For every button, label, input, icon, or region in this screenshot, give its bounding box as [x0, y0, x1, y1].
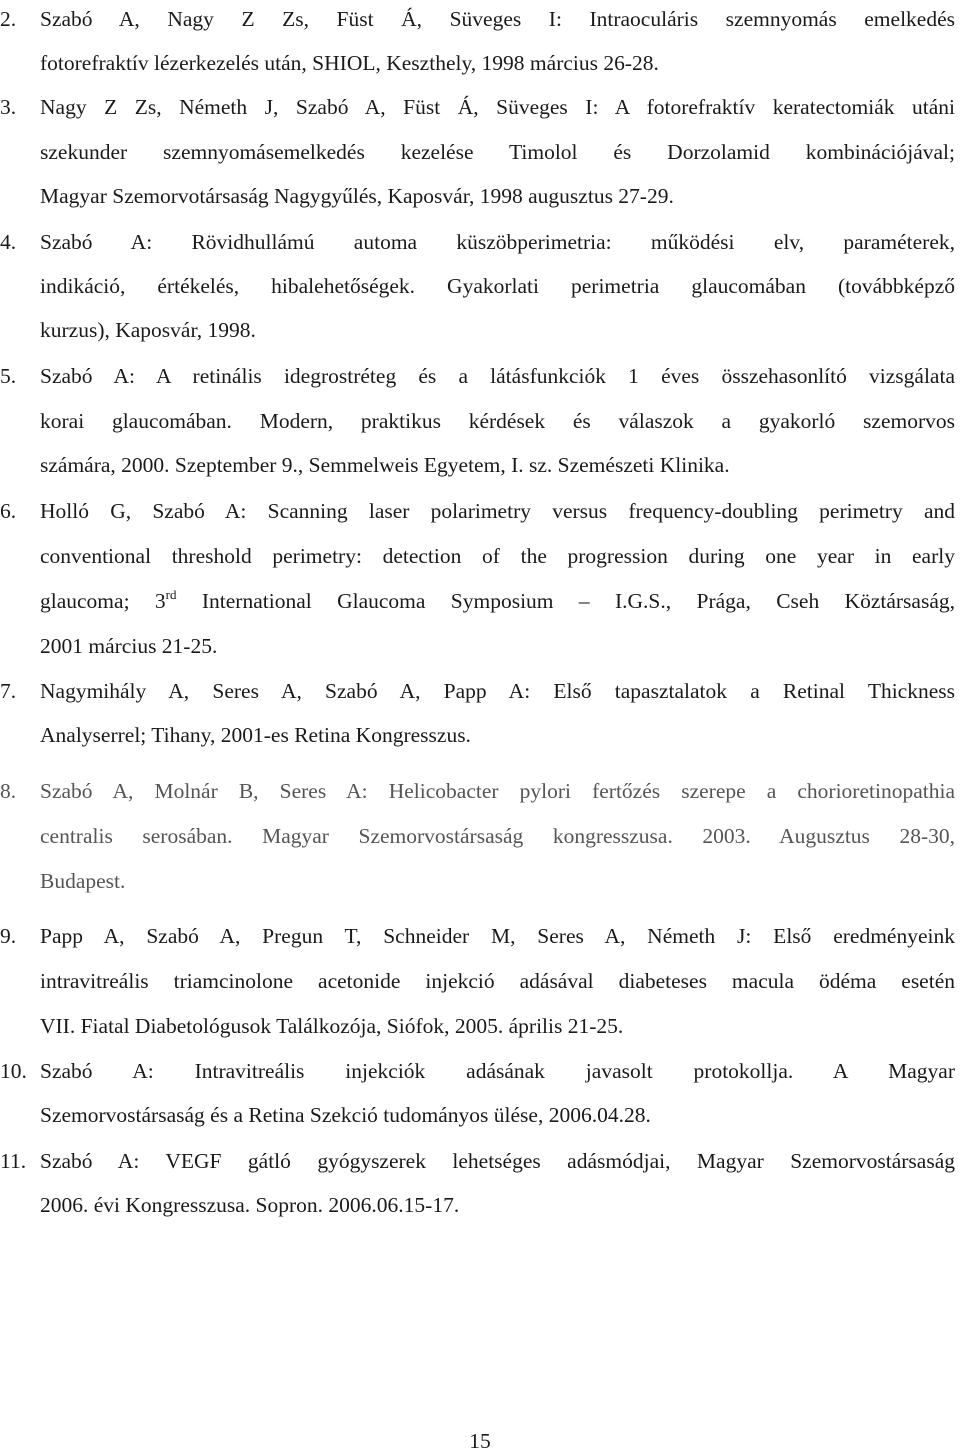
reference-line-with-superscript	[40, 586, 955, 616]
superscript: rd	[165, 587, 177, 602]
reference-line: Szabó A: Intravitreális injekciók adásának javasolt protokollja. A Magyar	[40, 1059, 955, 1083]
reference-line: fotorefraktív lézerkezelés után, SHIOL, Keszthely, 1998 március 26-28.	[40, 51, 659, 75]
reference-line: számára, 2000. Szeptember 9., Semmelweis Egyetem, I. sz. Szemészeti Klinika.	[40, 453, 730, 477]
reference-number: 11.	[0, 1149, 27, 1173]
reference-line: korai glaucomában. Modern, praktikus kérdések és válaszok a gyakorló szemorvos	[40, 409, 955, 433]
reference-text: International Glaucoma Symposium – I.G.S., Prága, Cseh Köztársaság,	[176, 589, 955, 613]
reference-number: 9.	[0, 924, 17, 948]
reference-number: 6.	[0, 499, 17, 523]
reference-number: 7.	[0, 679, 17, 703]
reference-number: 3.	[0, 95, 17, 119]
page-number: 15	[469, 1429, 491, 1453]
reference-number: 2.	[0, 7, 17, 31]
reference-line: Magyar Szemorvotársaság Nagygyűlés, Kaposvár, 1998 augusztus 27-29.	[40, 184, 674, 208]
reference-line: szekunder szemnyomásemelkedés kezelése Timolol és Dorzolamid kombinációjával;	[40, 140, 955, 164]
reference-number: 4.	[0, 230, 17, 254]
reference-line: Szemorvostársaság és a Retina Szekció tudományos ülése, 2006.04.28.	[40, 1103, 651, 1127]
reference-line: Nagymihály A, Seres A, Szabó A, Papp A: Első tapasztalatok a Retinal Thickness	[40, 679, 955, 703]
reference-line: 2001 március 21-25.	[40, 634, 218, 658]
reference-line: VII. Fiatal Diabetológusok Találkozója, Siófok, 2005. április 21-25.	[40, 1014, 624, 1038]
reference-line: conventional threshold perimetry: detection of the progression during one year in early	[40, 544, 955, 568]
reference-line: Szabó A: Rövidhullámú automa küszöbperimetria: működési elv, paraméterek,	[40, 230, 955, 254]
reference-line: Szabó A, Nagy Z Zs, Füst Á, Süveges I: Intraoculáris szemnyomás emelkedés	[40, 7, 955, 31]
reference-line: Budapest.	[40, 869, 126, 893]
reference-line: Analyserrel; Tihany, 2001-es Retina Kongresszus.	[40, 723, 471, 747]
reference-line: centralis serosában. Magyar Szemorvostársaság kongresszusa. 2003. Augusztus 28-30,	[40, 824, 955, 848]
reference-line: Szabó A: A retinális idegrostréteg és a látásfunkciók 1 éves összehasonlító vizsgálata	[40, 364, 955, 388]
reference-line: Papp A, Szabó A, Pregun T, Schneider M, Seres A, Németh J: Első eredményeink	[40, 924, 955, 948]
reference-line: kurzus), Kaposvár, 1998.	[40, 318, 256, 342]
reference-line: Szabó A, Molnár B, Seres A: Helicobacter pylori fertőzés szerepe a chorioretinopathia	[40, 779, 955, 803]
reference-number: 5.	[0, 364, 17, 388]
reference-line: Nagy Z Zs, Németh J, Szabó A, Füst Á, Süveges I: A fotorefraktív keratectomiák utáni	[40, 95, 955, 119]
reference-text: glaucoma; 3	[40, 589, 166, 613]
reference-number: 8.	[0, 779, 17, 803]
reference-line: Holló G, Szabó A: Scanning laser polarimetry versus frequency-doubling perimetry and	[40, 499, 955, 523]
reference-line: intravitreális triamcinolone acetonide injekció adásával diabeteses macula ödéma esetén	[40, 969, 955, 993]
reference-line: 2006. évi Kongresszusa. Sopron. 2006.06.15-17.	[40, 1193, 460, 1217]
reference-line: Szabó A: VEGF gátló gyógyszerek lehetséges adásmódjai, Magyar Szemorvostársaság	[40, 1149, 955, 1173]
reference-line: indikáció, értékelés, hibalehetőségek. Gyakorlati perimetria glaucomában (továbbképző	[40, 274, 955, 298]
reference-number: 10.	[0, 1059, 27, 1083]
